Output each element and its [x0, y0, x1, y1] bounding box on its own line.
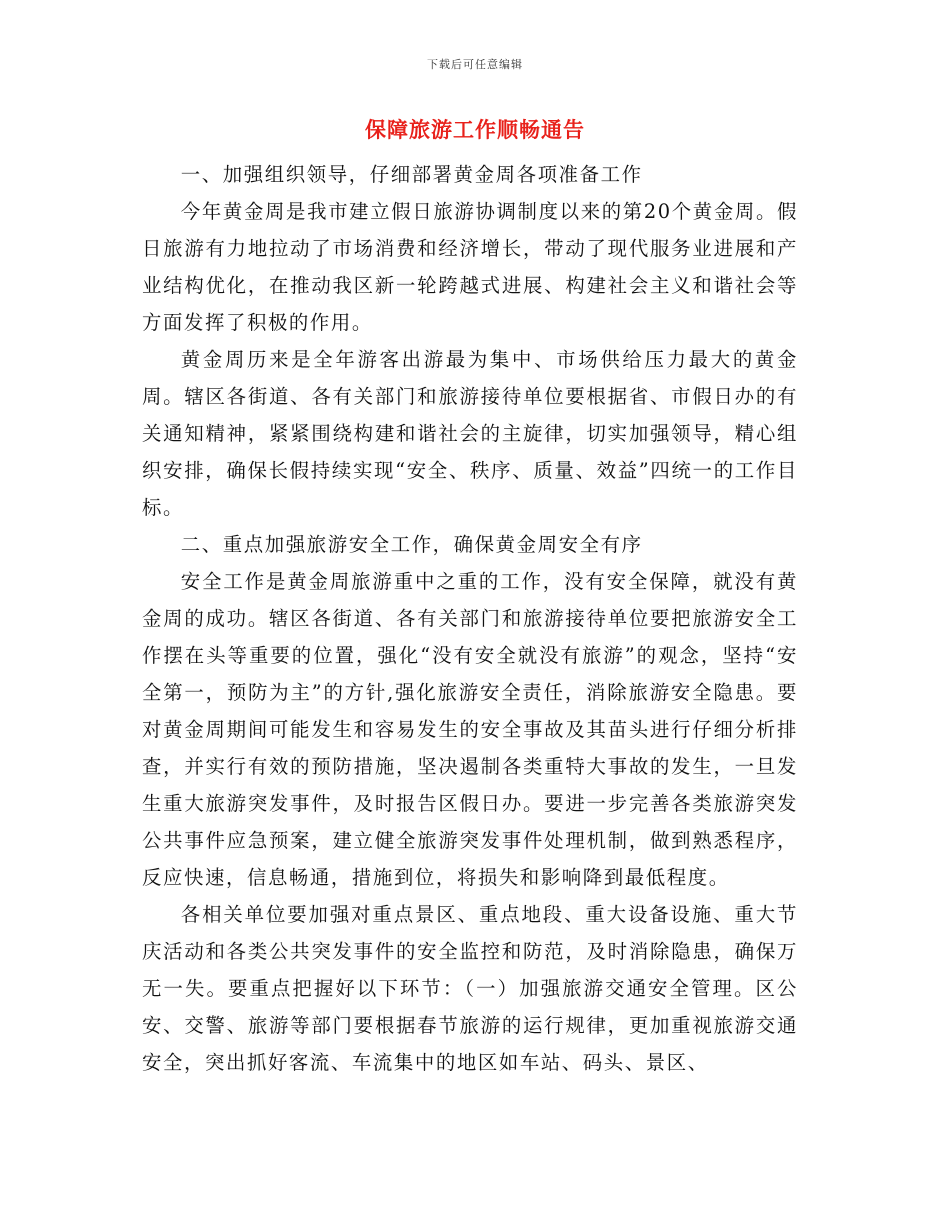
header-note: 下载后可任意编辑	[427, 58, 523, 71]
document-title: 保障旅游工作顺畅通告	[365, 117, 585, 142]
paragraph: 今年黄金周是我市建立假日旅游协调制度以来的第20个黄金周。假日旅游有力地拉动了市场消费和经济增长，带动了现代服务业进展和产业结构优化，在推动我区新一轮跨越式进展、构建社会主义和谐社会等方面发挥了积极的作用。	[142, 200, 798, 334]
section-heading-1: 一、加强组织领导，仔细部署黄金周各项准备工作	[180, 163, 643, 186]
paragraph: 安全工作是黄金周旅游重中之重的工作，没有安全保障，就没有黄金周的成功。辖区各街道、各有关部门和旅游接待单位要把旅游安全工作摆在头等重要的位置，强化“没有安全就没有旅游”的观念，坚持“安全第一，预防为主”的方针,强化旅游安全责任，消除旅游安全隐患。要对黄金周期间可能发生和容易发生的安全事故及其苗头进行仔细分析排查，并实行有效的预防措施，坚决遏制各类重特大事故的发生，一旦发生重大旅游突发事件，及时报告区假日办。要进一步完善各类旅游突发公共事件应急预案，建立健全旅游突发事件处理机制，做到熟悉程序，反应快速，信息畅通，措施到位，将损失和影响降到最低程度。	[142, 570, 798, 889]
document-body	[142, 156, 798, 1081]
paragraph: 各相关单位要加强对重点景区、重点地段、重大设备设施、重大节庆活动和各类公共突发事件的安全监控和防范，及时消除隐患，确保万无一失。要重点把握好以下环节：（一）加强旅游交通安全管理。区公安、交警、旅游等部门要根据春节旅游的运行规律，更加重视旅游交通安全，突出抓好客流、车流集中的地区如车站、码头、景区、	[142, 903, 798, 1074]
section-heading-2: 二、重点加强旅游安全工作，确保黄金周安全有序	[180, 533, 643, 556]
paragraph: 黄金周历来是全年游客出游最为集中、市场供给压力最大的黄金周。辖区各街道、各有关部门和旅游接待单位要根据省、市假日办的有关通知精神，紧紧围绕构建和谐社会的主旋律，切实加强领导，精心组织安排，确保长假持续实现“安全、秩序、质量、效益”四统一的工作目标。	[142, 348, 798, 519]
